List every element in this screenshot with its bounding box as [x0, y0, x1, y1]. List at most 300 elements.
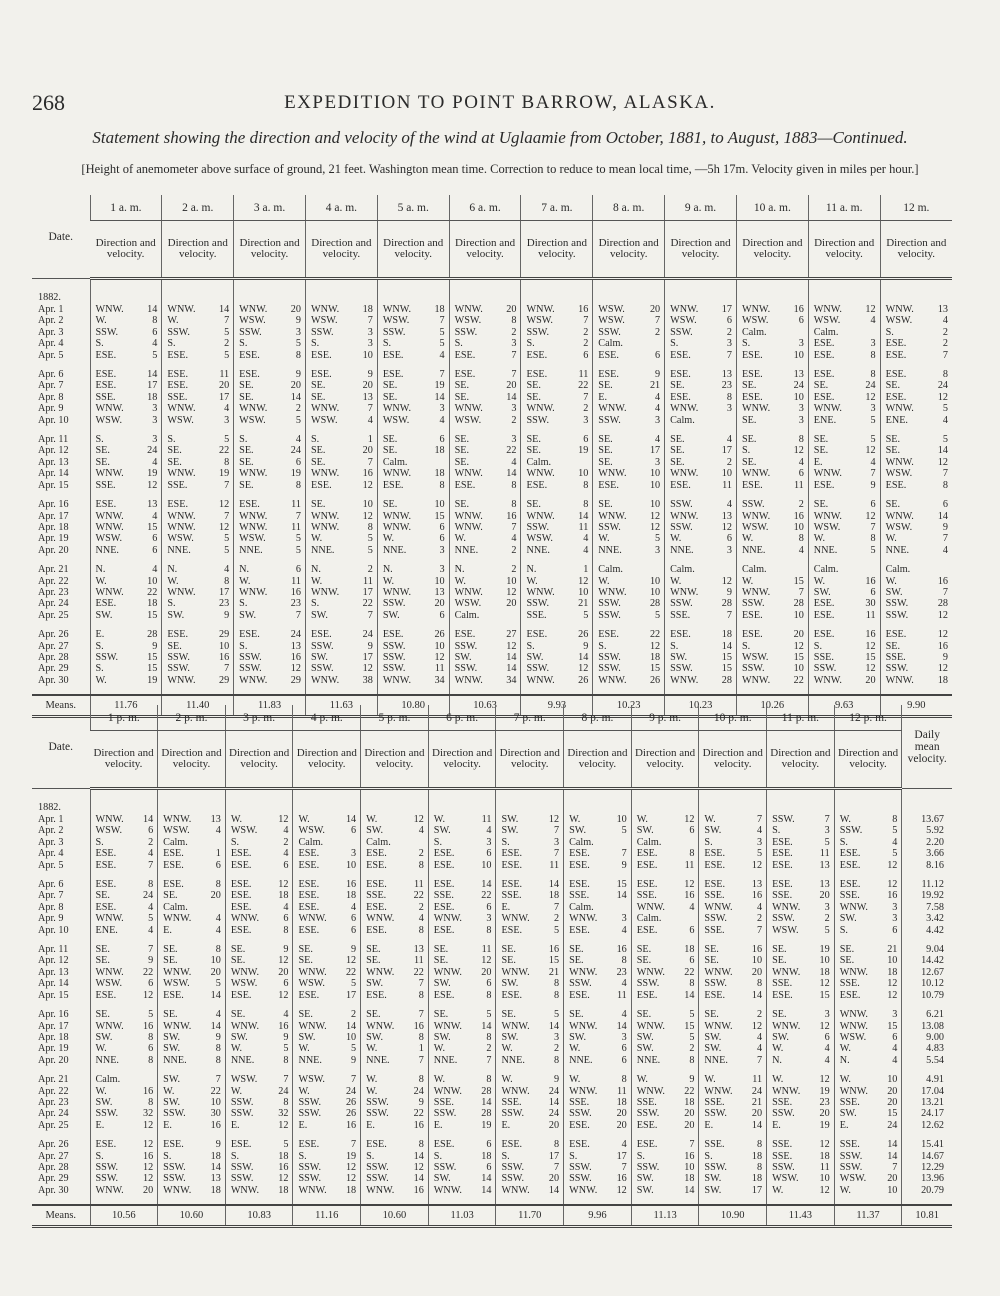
wind-direction: SW.	[95, 609, 113, 621]
wind-velocity: 3	[756, 836, 763, 848]
wind-direction: Calm.	[636, 836, 662, 848]
wind-velocity: 8	[148, 879, 154, 891]
wind-velocity: 4	[870, 315, 876, 327]
wind-direction: WNW.	[382, 304, 412, 315]
wind-velocity: 12	[887, 978, 898, 990]
wind-direction: SSE.	[95, 479, 116, 491]
date-label: Apr. 16	[38, 499, 69, 511]
wind-direction: WNW.	[454, 403, 483, 415]
wind-velocity: 22	[481, 890, 492, 902]
table-row	[32, 629, 952, 695]
wind-direction: WNW.	[636, 1085, 665, 1097]
wind-velocity: 4	[655, 434, 661, 446]
wind-velocity: 4	[756, 1031, 763, 1043]
wind-cell	[293, 1139, 361, 1205]
wind-velocity: 12	[147, 479, 158, 491]
wind-velocity: 30	[210, 1108, 221, 1120]
wind-direction: SSW.	[839, 825, 863, 837]
wind-direction: WNW.	[741, 586, 771, 598]
wind-velocity: 12	[278, 989, 289, 1001]
wind-velocity: 17	[649, 445, 661, 457]
wind-velocity: 2	[726, 456, 732, 468]
hour-header: 6 a. m.	[449, 195, 521, 221]
date-label: Apr. 8	[38, 391, 64, 403]
wind-cell	[736, 499, 808, 564]
wind-direction: SSW.	[741, 663, 765, 675]
wind-direction: WSW.	[598, 315, 625, 327]
wind-cell	[428, 1139, 496, 1205]
wind-direction: SE.	[885, 499, 901, 511]
wind-direction: S.	[704, 1150, 713, 1162]
wind-direction: SE.	[310, 391, 326, 403]
wind-direction: ESE.	[501, 989, 523, 1001]
wind-direction: W.	[598, 533, 610, 545]
wind-velocity: 34	[434, 674, 445, 686]
wind-direction: W.	[298, 1043, 310, 1055]
wind-cell	[162, 564, 234, 629]
wind-direction: SE.	[636, 944, 652, 956]
wind-velocity: 17	[548, 1150, 560, 1162]
wind-velocity: 4	[152, 564, 158, 576]
wind-direction: Calm.	[454, 609, 480, 621]
wind-velocity: 8	[215, 1054, 221, 1066]
wind-velocity: 20	[142, 1184, 154, 1196]
wind-velocity: 2	[798, 499, 804, 511]
wind-velocity: 10	[345, 1031, 357, 1043]
wind-velocity: 10	[793, 391, 804, 403]
wind-velocity: 18	[751, 1173, 763, 1185]
wind-velocity: 17	[218, 391, 230, 403]
wind-direction: SE.	[163, 1009, 178, 1021]
wind-velocity: 10	[210, 1096, 221, 1108]
wind-direction: W.	[501, 1043, 513, 1055]
wind-direction: Calm.	[95, 1074, 121, 1086]
wind-velocity: 3	[152, 403, 158, 415]
wind-direction: SE.	[95, 445, 110, 457]
wind-cell	[808, 499, 880, 564]
wind-direction: N.	[167, 564, 178, 576]
wind-velocity: 2	[283, 836, 289, 848]
wind-cell	[880, 292, 952, 369]
wind-direction: NNE.	[167, 544, 191, 556]
wind-velocity: 1	[583, 564, 589, 576]
wind-velocity: 8	[870, 533, 876, 545]
daily-mean-value: 5.92	[926, 825, 944, 837]
wind-velocity: 28	[721, 598, 732, 610]
wind-direction: W.	[239, 575, 251, 587]
wind-direction: SE.	[704, 955, 719, 967]
wind-velocity: 14	[218, 304, 230, 315]
wind-velocity: 3	[224, 414, 230, 426]
wind-velocity: 6	[486, 978, 492, 990]
wind-cell	[521, 564, 593, 629]
wind-direction: SSW.	[885, 663, 909, 675]
wind-velocity: 6	[870, 499, 876, 511]
wind-velocity: 14	[210, 1161, 221, 1173]
wind-direction: SSW.	[298, 1173, 322, 1185]
direction-velocity-header: Direction and velocity.	[834, 731, 902, 789]
wind-direction: ESE.	[839, 859, 861, 871]
wind-direction: ESE.	[95, 1139, 117, 1151]
wind-direction: Calm.	[598, 338, 623, 350]
wind-velocity: 20	[506, 598, 517, 610]
wind-cell	[293, 1009, 361, 1074]
wind-velocity: 13	[751, 879, 763, 891]
wind-direction: WNW.	[167, 510, 196, 522]
wind-velocity: 15	[147, 609, 158, 621]
wind-direction: S.	[598, 640, 607, 652]
wind-direction: WNW.	[636, 966, 665, 978]
wind-velocity: 24	[865, 380, 876, 392]
wind-direction: N.	[239, 564, 250, 576]
wind-velocity: 7	[756, 924, 763, 936]
wind-velocity: 5	[870, 414, 876, 426]
wind-direction: W.	[454, 533, 466, 545]
wind-direction: ESE.	[813, 629, 835, 641]
hour-header: 12 m.	[880, 195, 952, 221]
wind-velocity: 12	[819, 1074, 830, 1086]
wind-velocity: 9	[215, 1139, 221, 1151]
date-cell	[32, 944, 90, 1009]
wind-velocity: 2	[554, 1043, 560, 1055]
wind-cell	[293, 944, 361, 1009]
wind-velocity: 13	[210, 814, 221, 825]
wind-cell	[162, 292, 234, 369]
wind-direction: Calm.	[598, 564, 623, 576]
direction-velocity-header: Direction and velocity.	[880, 221, 952, 279]
wind-velocity: 26	[578, 629, 589, 641]
wind-direction: SSW.	[636, 1161, 660, 1173]
wind-direction: SE.	[598, 380, 613, 392]
wind-direction: WNW.	[501, 1020, 530, 1032]
wind-direction: WNW.	[670, 674, 699, 686]
wind-direction: SE.	[598, 445, 613, 457]
wind-direction: SE.	[454, 380, 470, 392]
wind-velocity: 7	[148, 944, 154, 956]
mean-value: 9.63	[808, 695, 880, 717]
wind-velocity: 10	[887, 1184, 898, 1196]
wind-direction: SSE.	[433, 1096, 454, 1108]
wind-velocity: 24	[345, 1085, 357, 1097]
direction-velocity-header: Direction and velocity.	[225, 731, 293, 789]
wind-direction: WNW.	[95, 966, 124, 978]
wind-direction: SSW.	[382, 663, 406, 675]
wind-velocity: 20	[210, 966, 221, 978]
wind-direction: WNW.	[704, 1085, 733, 1097]
wind-direction: SW.	[310, 609, 328, 621]
wind-cell	[449, 629, 521, 695]
wind-velocity: 14	[887, 1139, 898, 1151]
wind-direction: WNW.	[310, 510, 340, 522]
wind-cell	[428, 1009, 496, 1074]
wind-cell	[521, 292, 593, 369]
wind-direction: SSW.	[526, 326, 550, 338]
wind-cell	[767, 1009, 835, 1074]
wind-velocity: 4	[283, 1009, 289, 1021]
wind-direction: SSE.	[433, 890, 454, 902]
wind-cell	[808, 564, 880, 629]
wind-direction: SSE.	[839, 1139, 860, 1151]
wind-direction: W.	[704, 1074, 716, 1086]
wind-velocity: 13	[147, 499, 158, 511]
wind-direction: SSW.	[501, 1108, 524, 1120]
wind-direction: ESE.	[230, 890, 252, 902]
wind-direction: WSW.	[885, 468, 913, 480]
wind-direction: SSE.	[772, 978, 793, 990]
wind-velocity: 11	[291, 499, 301, 511]
wind-direction: SSE.	[569, 1096, 590, 1108]
wind-velocity: 14	[721, 640, 732, 652]
wind-velocity: 23	[819, 1096, 830, 1108]
wind-velocity: 15	[887, 1108, 898, 1120]
wind-velocity: 6	[351, 924, 357, 936]
wind-direction: ESE.	[598, 479, 619, 491]
wind-direction: S.	[670, 338, 679, 350]
wind-direction: ESE.	[95, 848, 117, 860]
wind-velocity: 13	[434, 586, 445, 598]
wind-direction: S.	[526, 640, 535, 652]
date-label: Apr. 7	[38, 380, 64, 392]
wind-direction: W.	[366, 1074, 378, 1086]
date-label: Apr. 27	[38, 640, 69, 652]
wind-direction: SE.	[310, 456, 326, 468]
wind-velocity: 14	[147, 304, 158, 315]
wind-velocity: 12	[413, 814, 424, 825]
date-cell	[32, 1139, 90, 1205]
wind-direction: W.	[704, 814, 716, 825]
date-label: Apr. 1	[38, 814, 64, 825]
wind-direction: WNW.	[569, 913, 598, 925]
hour-header: 6 p. m.	[428, 705, 496, 731]
wind-direction: SE.	[813, 380, 829, 392]
wind-cell	[90, 629, 162, 695]
wind-velocity: 24	[793, 380, 804, 392]
wind-direction: WNW.	[167, 521, 196, 533]
wind-velocity: 3	[439, 544, 445, 556]
wind-velocity: 7	[367, 456, 373, 468]
wind-direction: SSW.	[310, 663, 334, 675]
date-label: Apr. 23	[38, 586, 69, 598]
wind-velocity: 7	[367, 403, 373, 415]
wind-velocity: 5	[351, 1043, 357, 1055]
wind-direction: WNW.	[310, 304, 340, 315]
mean-value: 10.60	[158, 1205, 226, 1227]
wind-velocity: 5	[224, 434, 230, 446]
wind-velocity: 5	[295, 544, 301, 556]
wind-velocity: 5	[621, 825, 627, 837]
wind-velocity: 4	[283, 901, 289, 913]
wind-direction: SE.	[310, 445, 326, 457]
wind-velocity: 7	[215, 1074, 221, 1086]
wind-velocity: 18	[147, 598, 158, 610]
wind-direction: SSW.	[636, 978, 660, 990]
wind-direction: S.	[95, 338, 104, 350]
wind-direction: ESE.	[885, 479, 907, 491]
wind-velocity: 15	[147, 521, 158, 533]
wind-velocity: 29	[290, 674, 301, 686]
wind-velocity: 19	[218, 468, 230, 480]
wind-direction: ESE.	[382, 349, 404, 361]
wind-velocity: 16	[506, 510, 517, 522]
hour-header: 5 p. m.	[361, 705, 429, 731]
wind-velocity: 9	[295, 315, 301, 327]
mean-value: 10.56	[90, 1205, 158, 1227]
wind-velocity: 5	[224, 326, 230, 338]
wind-direction: W.	[433, 814, 446, 825]
wind-cell	[767, 1074, 835, 1139]
wind-velocity: 14	[210, 1020, 221, 1032]
wind-velocity: 10	[434, 575, 445, 587]
wind-direction: SSW.	[598, 651, 621, 663]
direction-velocity-header: Direction and velocity.	[90, 221, 162, 279]
wind-direction: SE.	[598, 499, 613, 511]
wind-velocity: 20	[290, 304, 301, 315]
wind-direction: S.	[670, 640, 679, 652]
wind-velocity: 6	[148, 825, 154, 837]
wind-direction: ESE.	[366, 989, 387, 1001]
wind-velocity: 4	[756, 1043, 763, 1055]
wind-velocity: 3	[439, 564, 445, 576]
wind-direction: SW.	[433, 1173, 451, 1185]
wind-direction: ESE.	[813, 369, 835, 381]
wind-direction: ESE.	[636, 1119, 658, 1131]
wind-direction: WNW.	[636, 901, 665, 913]
table-row	[32, 802, 952, 879]
wind-direction: Calm.	[813, 564, 839, 576]
wind-direction: SE.	[298, 1009, 313, 1021]
wind-velocity: 16	[142, 1150, 154, 1162]
wind-velocity: 19	[578, 445, 589, 457]
wind-direction: ESE.	[636, 859, 658, 871]
wind-direction: WSW.	[885, 521, 913, 533]
wind-velocity: 18	[345, 890, 357, 902]
date-label: Apr. 27	[38, 1150, 69, 1162]
wind-velocity: 12	[345, 1161, 357, 1173]
wind-direction: WNW.	[230, 1184, 260, 1196]
wind-direction: SE.	[230, 955, 246, 967]
wind-velocity: 7	[351, 1139, 357, 1151]
wind-direction: SW.	[704, 1043, 722, 1055]
wind-velocity: 15	[887, 1020, 898, 1032]
wind-velocity: 21	[751, 1096, 763, 1108]
wind-velocity: 14	[548, 1096, 560, 1108]
wind-velocity: 4	[418, 825, 424, 837]
wind-direction: NNE.	[813, 544, 838, 556]
wind-velocity: 5	[892, 825, 898, 837]
wind-velocity: 5	[295, 338, 301, 350]
wind-cell	[377, 564, 449, 629]
wind-velocity: 2	[511, 326, 517, 338]
wind-velocity: 6	[148, 1043, 154, 1055]
date-label: Apr. 6	[38, 369, 64, 381]
wind-velocity: 4	[621, 1009, 627, 1021]
wind-cell	[834, 879, 902, 944]
wind-direction: WNW.	[526, 510, 555, 522]
wind-velocity: 16	[413, 1020, 424, 1032]
wind-velocity: 9	[621, 859, 627, 871]
wind-direction: WNW.	[433, 1020, 462, 1032]
wind-velocity: 9	[283, 944, 289, 956]
wind-velocity: 8	[418, 1074, 424, 1086]
wind-cell	[305, 292, 377, 369]
direction-velocity-header: Direction and velocity.	[428, 731, 496, 789]
wind-direction: WNW.	[670, 468, 699, 480]
wind-cell	[234, 369, 306, 434]
wind-cell	[361, 1074, 429, 1139]
wind-direction: SSW.	[95, 1173, 119, 1185]
wind-velocity: 14	[345, 1020, 357, 1032]
wind-velocity: 2	[295, 403, 301, 415]
wind-direction: SW.	[501, 1031, 519, 1043]
wind-direction: WNW.	[670, 304, 699, 315]
wind-velocity: 4	[148, 924, 154, 936]
wind-cell	[767, 879, 835, 944]
wind-direction: ESE.	[95, 499, 117, 511]
wind-direction: W.	[839, 1184, 851, 1196]
wind-velocity: 24	[290, 445, 301, 457]
wind-velocity: 16	[937, 640, 948, 652]
wind-velocity: 3	[870, 403, 876, 415]
wind-direction: WSW.	[95, 414, 123, 426]
wind-velocity: 16	[413, 1119, 424, 1131]
wind-velocity: 14	[210, 989, 221, 1001]
wind-direction: SE.	[636, 955, 652, 967]
wind-direction: S.	[454, 338, 463, 350]
wind-direction: WNW.	[704, 966, 733, 978]
wind-direction: SE.	[526, 391, 541, 403]
wind-direction: ESE.	[95, 859, 117, 871]
wind-direction: WNW.	[230, 913, 260, 925]
wind-direction: SE.	[569, 955, 584, 967]
wind-direction: WNW.	[526, 304, 555, 315]
wind-velocity: 13	[819, 879, 830, 891]
wind-direction: NNE.	[885, 544, 910, 556]
date-label: Apr. 21	[38, 564, 69, 576]
wind-velocity: 5	[689, 1031, 695, 1043]
wind-velocity: 3	[152, 414, 158, 426]
hour-header: 11 a. m.	[808, 195, 880, 221]
wind-velocity: 2	[689, 1043, 695, 1055]
wind-direction: E.	[163, 1119, 172, 1131]
wind-direction: S.	[366, 1150, 375, 1162]
wind-velocity: 18	[147, 391, 158, 403]
wind-velocity: 14	[147, 369, 158, 381]
wind-direction: WNW.	[366, 1184, 395, 1196]
wind-velocity: 16	[210, 1119, 221, 1131]
wind-direction: WNW.	[95, 814, 124, 825]
wind-cell	[377, 499, 449, 564]
date-label: Apr. 11	[38, 944, 69, 956]
wind-direction: SSE.	[885, 651, 906, 663]
wind-direction: WNW.	[382, 521, 412, 533]
date-label: Apr. 11	[38, 434, 69, 446]
wind-cell	[90, 1139, 158, 1205]
wind-direction: SE.	[772, 955, 787, 967]
wind-cell	[225, 802, 293, 879]
wind-velocity: 5	[224, 349, 230, 361]
wind-direction: SSW.	[772, 1161, 795, 1173]
wind-direction: NNE.	[230, 1054, 255, 1066]
daily-mean-value: 5.54	[926, 1054, 944, 1066]
date-label: Apr. 19	[38, 533, 69, 545]
date-cell	[32, 879, 90, 944]
wind-direction: WNW.	[95, 403, 124, 415]
wind-direction: SE.	[598, 456, 613, 468]
wind-direction: NNE.	[163, 1054, 187, 1066]
wind-velocity: 28	[481, 1108, 492, 1120]
wind-direction: SW.	[636, 1043, 654, 1055]
wind-velocity: 4	[892, 836, 898, 848]
